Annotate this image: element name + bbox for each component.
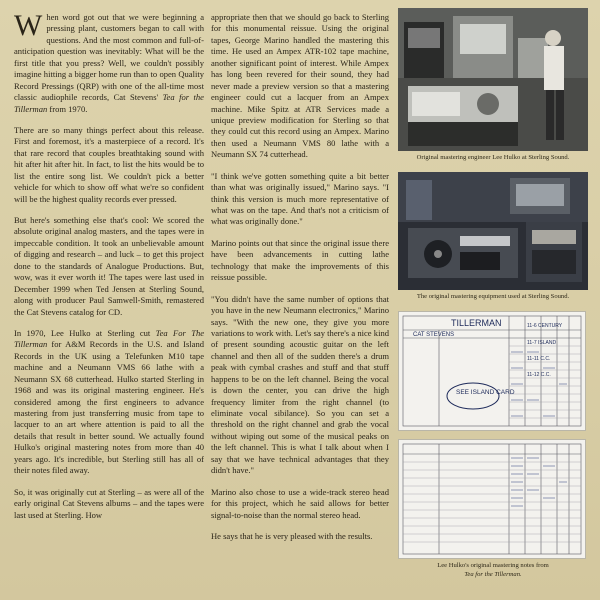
notes-caption: Lee Hulko's original mastering notes from Tea for the Tillerman. xyxy=(437,562,549,578)
notes-date: 11-6 CENTURY xyxy=(527,323,563,330)
notes-grid-2 xyxy=(399,440,585,558)
studio-photo-illustration xyxy=(398,8,588,151)
notes-grid-1 xyxy=(399,312,585,430)
notes-annotation: SEE ISLAND CARD xyxy=(456,389,515,397)
drop-cap: W xyxy=(14,9,43,42)
article-column-1 xyxy=(14,9,205,531)
equipment-photo-illustration xyxy=(398,172,588,290)
paragraph: There are so many things perfect about this release. First and foremost, it's a masterpiece of a record. It's that rare record that couples breathtaking sound with hit after hit after hit. In fact, to list the hits would be to list the entire song list. We couldn't pick a better vehicle for which to show off what we're so confident will be the highest quality records ever pressed. xyxy=(14,124,204,204)
paragraph: In 1970, Lee Hulko at Sterling cut Tea For The Tillerman for A&M Records in the U.S. and Island Records in the UK using a Telefunken M10 tape machine and a Neumann VMS 66 lathe with a Neumann SX 68 cutterhead. Hulko started Sterling in 1968 and was its original mastering engineer. He's considered among the first engineers to advance mastering from just transferring music from tape to lacquer to an art where attention is paid to all the details that result in better sound. We actually found Hulko's original mastering notes from more than 40 years ago. It's incredible, but Sterling still has all of their notes filed away. xyxy=(14,327,205,476)
mastering-notes-sheet-1 xyxy=(398,311,586,431)
photo-caption: The original mastering equipment used at Sterling Sound. xyxy=(416,293,570,301)
paragraph: Marino also chose to use a wide-track stereo head for this project, which he said allows for better signal-to-noise than the normal stereo head. xyxy=(211,486,389,520)
article-column-2 xyxy=(211,12,389,552)
photo-lee-hulko xyxy=(398,8,588,151)
paragraph-intro: When word got out that we were beginning a pressing plant, customers began to call with questions. And the most common and full-of-anticipation question was inevitably: What will be the first title that you press? Well, we couldn't possibly imagine hitting a bigger home run than to open Quality Record Pressings (QRP) with one of the all-time most classic audiophile records, Cat Stevens' Tea for the Tillerman from 1970. xyxy=(14,9,204,114)
paragraph: So, it was originally cut at Sterling – as were all of the early original Cat Stevens albums – and the tapes were last used at Sterling. How xyxy=(14,486,204,520)
notes-date: 11-11 C.C. xyxy=(527,356,551,363)
paragraph: "You didn't have the same number of options that you have in the new Neumann electronics," Marino says. "With the new one, they give you more variations to work with. Let's say there's a nice kind of present sounding acoustic guitar on the left channel and then all of the sudden there's a drum peak with cymbal crashes and stuff and that stuff happens to be on the left channel. Being the vocal is down the center, you can drive the high frequency limiter from the right channel (to eliminate vocal sibilance). So you can set a threshold on the right channel and grab the vocal without wiping out some of the musical peaks on the left channel. This is what I talk about when I say that we have technical advantages that they didn't have." xyxy=(211,293,389,476)
paragraph: He says that he is very pleased with the results. xyxy=(211,530,373,541)
paragraph: appropriate then that we should go back to Sterling for this monumental reissue. Using the original tapes, George Marino handled the mastering this time. He used an Ampex ATR-102 tape machine, another significant point of interest. While Ampex has long been revered for their sound, they had never made a preview version so that a mastering engineer could cut a lacquer from an Ampex machine. Mike Spitz at ATR Services made a unique preview modification for Sterling so that they could cut this record using an Ampex. Marino then used a Neumann VMS 80 lathe with a Neumann SX 74 cutterhead. xyxy=(211,12,389,160)
notes-date: 11-12 C.C. xyxy=(527,372,551,379)
paragraph: "I think we've gotten something quite a bit better than what was originally issued," Marino says. "I think this version is much more representative of what was on the tape. And that's not a criticism of what was originally done." xyxy=(211,170,389,227)
image-column xyxy=(398,8,588,579)
notes-title: TILLERMAN xyxy=(451,318,502,329)
paragraph: Marino points out that since the original issue there have been advancements in cutting lathe technology that make the improvements of this reissue possible. xyxy=(211,237,389,283)
photo-mastering-equipment xyxy=(398,172,588,290)
mastering-notes-sheet-2 xyxy=(398,439,586,559)
notes-artist: CAT STEVENS xyxy=(413,332,455,339)
notes-date: 11-7 ISLAND xyxy=(527,340,557,347)
photo-caption: Original mastering engineer Lee Hulko at Sterling Sound. xyxy=(416,154,570,161)
paragraph: But here's something else that's cool: We scored the absolute original analog masters, and the tapes were in impeccable condition. It took an unbelievable amount of digging and research – and luck – to get this project done to the standards of Analogue Productions. But, wow, was it ever worth it! The tapes were last used in December 1999 when Ted Jensen at Sterling Sound, along with producer Paul Samwell-Smith, remastered the Cat Stevens catalog for CD. xyxy=(14,215,204,317)
